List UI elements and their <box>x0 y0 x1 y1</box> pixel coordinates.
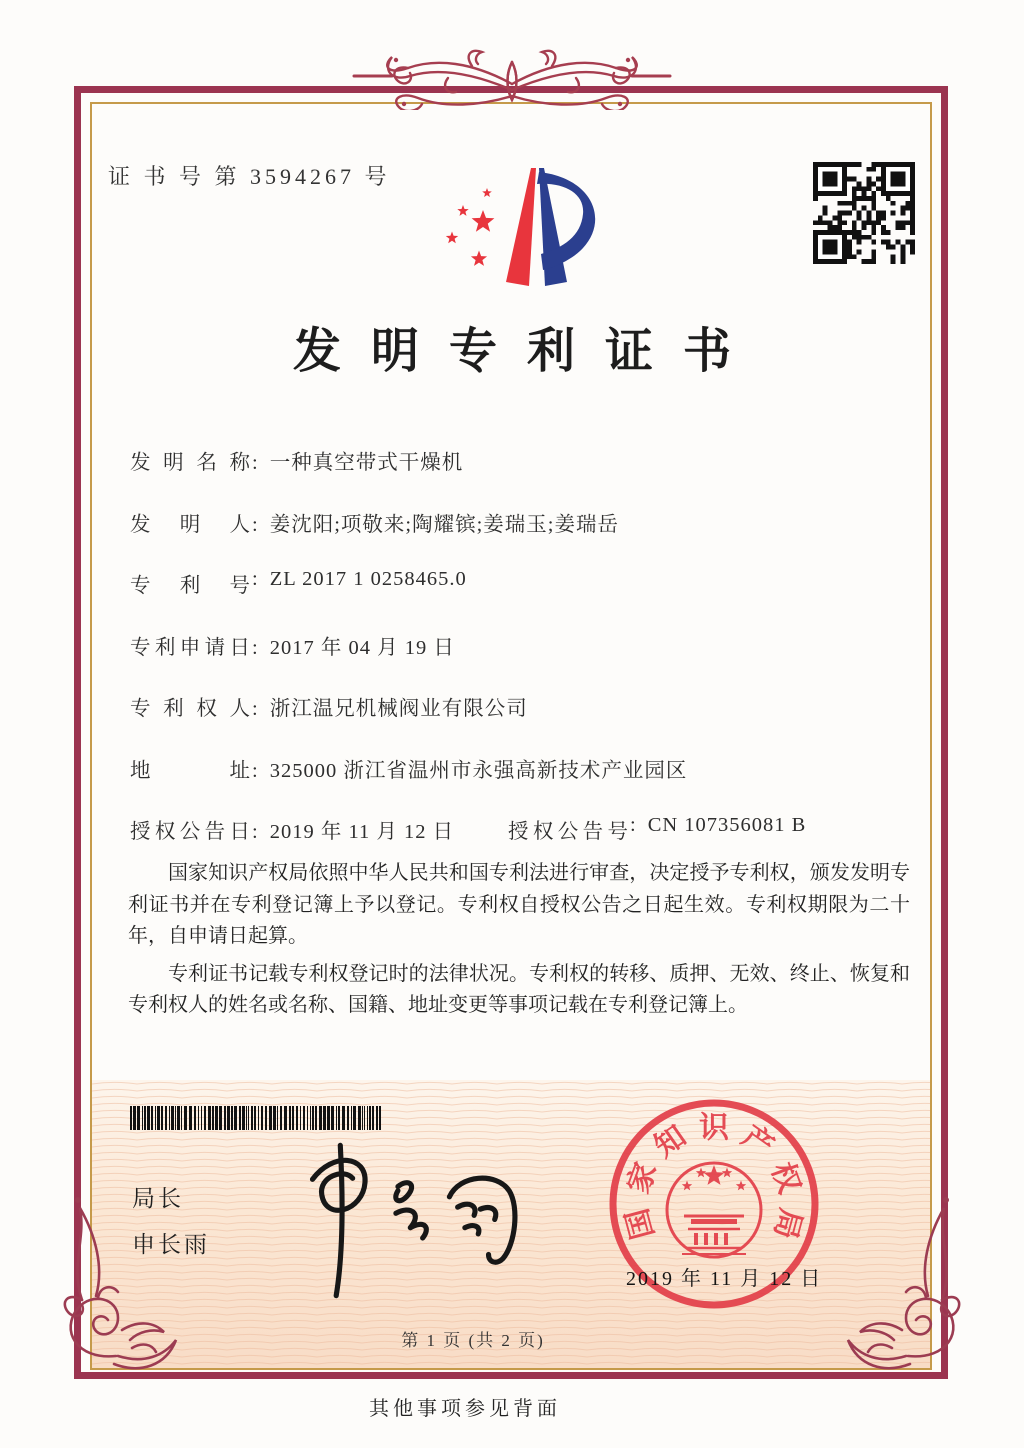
field-label: 专利权人 <box>130 698 250 720</box>
top-crest-ornament <box>352 44 672 110</box>
legal-text <box>128 858 910 1028</box>
field-value: 一种真空带式干燥机 <box>269 452 464 474</box>
field-label: 授权公告号 <box>508 821 628 843</box>
field-row-inventors: 发明人: 姜沈阳;项敬来;陶耀镔;姜瑞玉;姜瑞岳 <box>130 507 619 537</box>
certificate-title: 发明专利证书 <box>292 325 761 378</box>
field-row-invention-name: 发明名称: 一种真空带式干燥机 <box>130 445 463 475</box>
field-label: 发明人 <box>130 514 250 536</box>
grant-number-group: 授权公告号: CN 107356081 B <box>508 814 807 843</box>
svg-text:局: 局 <box>767 1204 808 1243</box>
field-label: 专利号 <box>130 575 250 597</box>
field-value: 浙江温兄机械阀业有限公司 <box>269 698 528 720</box>
director-name: 申长雨 <box>132 1231 210 1257</box>
director-title: 局长 <box>132 1185 184 1211</box>
seal-date: 2019 年 11 月 12 日 <box>626 1268 823 1290</box>
field-label: 地址 <box>130 760 250 782</box>
field-label: 授权公告日 <box>130 821 250 843</box>
field-row-patent-number: 专利号: ZL 2017 1 0258465.0 <box>130 568 467 597</box>
cnipa-logo-icon <box>425 148 635 298</box>
barcode <box>130 1106 388 1130</box>
svg-text:产: 产 <box>735 1119 780 1164</box>
back-note: 其他事项参见背面 <box>369 1398 561 1420</box>
field-row-address: 地址: 325000 浙江省温州市永强高新技术产业园区 <box>130 753 687 783</box>
svg-text:识: 识 <box>699 1111 729 1145</box>
field-value: ZL 2017 1 0258465.0 <box>269 568 467 590</box>
legal-paragraph: 专利证书记载专利权登记时的法律状况。专利权的转移、质押、无效、终止、恢复和专利权人的姓名或名称、国籍、地址变更等事项记载在专利登记簿上。 <box>128 962 910 1016</box>
field-row-patentee: 专利权人: 浙江温兄机械阀业有限公司 <box>130 691 528 721</box>
legal-paragraph: 国家知识产权局依照中华人民共和国专利法进行审查，决定授予专利权，颁发发明专利证书并在专利登记簿上予以登记。专利权自授权公告之日起生效。专利权期限为二十年，自申请日起算。 <box>128 862 910 947</box>
field-label: 专利申请日 <box>130 637 250 659</box>
certificate-number: 证 书 号 第 3594267 号 <box>108 164 391 189</box>
qr-code <box>813 162 915 264</box>
field-row-grant: 授权公告日: 2019 年 11 月 12 日 授权公告号: CN 107356081 B <box>130 814 807 843</box>
field-value: 325000 浙江省温州市永强高新技术产业园区 <box>269 760 688 782</box>
field-value: 2017 年 04 月 19 日 <box>269 637 455 659</box>
field-value: 姜沈阳;项敬来;陶耀镔;姜瑞玉;姜瑞岳 <box>269 514 619 536</box>
svg-text:知: 知 <box>648 1119 693 1164</box>
field-row-filing-date: 专利申请日: 2017 年 04 月 19 日 <box>130 630 455 660</box>
svg-text:国: 国 <box>620 1204 661 1243</box>
svg-text:家: 家 <box>621 1158 664 1198</box>
svg-text:权: 权 <box>764 1158 807 1198</box>
signature <box>275 1133 525 1308</box>
field-label: 发明名称 <box>130 452 250 474</box>
field-value: 2019 年 11 月 12 日 <box>269 821 455 843</box>
page-number: 第 1 页 (共 2 页) <box>401 1331 545 1350</box>
field-value: CN 107356081 B <box>647 814 807 836</box>
corner-flourish-ornament <box>842 1180 972 1375</box>
